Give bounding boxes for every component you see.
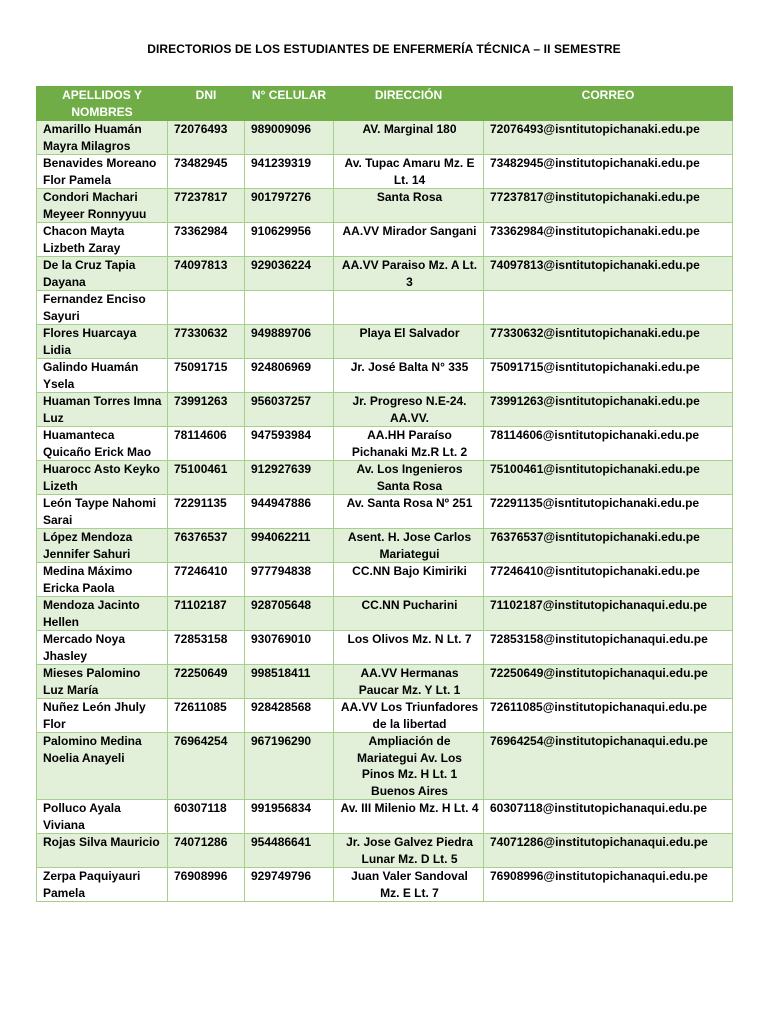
cell-direccion: CC.NN Pucharini xyxy=(334,597,484,631)
cell-direccion xyxy=(334,291,484,325)
cell-dni: 73991263 xyxy=(168,393,245,427)
table-row xyxy=(37,834,733,868)
cell-dni: 78114606 xyxy=(168,427,245,461)
table-header-row xyxy=(37,87,733,121)
cell-correo: 72291135@isntitutopichanaki.edu.pe xyxy=(484,495,733,529)
cell-correo: 76964254@institutopichanaqui.edu.pe xyxy=(484,733,733,800)
table-row xyxy=(37,121,733,155)
cell-celular: 944947886 xyxy=(245,495,334,529)
cell-name: Mieses Palomino Luz María xyxy=(37,665,168,699)
cell-name: Amarillo Huamán Mayra Milagros xyxy=(37,121,168,155)
cell-name: Mercado Noya Jhasley xyxy=(37,631,168,665)
table-row xyxy=(37,529,733,563)
cell-celular: 901797276 xyxy=(245,189,334,223)
cell-celular: 994062211 xyxy=(245,529,334,563)
table-row xyxy=(37,495,733,529)
cell-dni: 72853158 xyxy=(168,631,245,665)
cell-name: Benavides Moreano Flor Pamela xyxy=(37,155,168,189)
cell-celular: 954486641 xyxy=(245,834,334,868)
cell-dni: 77330632 xyxy=(168,325,245,359)
header-correo: CORREO xyxy=(484,87,733,121)
cell-celular: 947593984 xyxy=(245,427,334,461)
table-row xyxy=(37,733,733,800)
cell-dni: 73482945 xyxy=(168,155,245,189)
student-directory-table xyxy=(36,86,733,902)
header-name: APELLIDOS Y NOMBRES xyxy=(37,87,168,121)
table-row xyxy=(37,427,733,461)
cell-direccion: AV. Marginal 180 xyxy=(334,121,484,155)
cell-dni: 76376537 xyxy=(168,529,245,563)
table-row xyxy=(37,223,733,257)
cell-correo: 71102187@institutopichanaqui.edu.pe xyxy=(484,597,733,631)
cell-celular: 912927639 xyxy=(245,461,334,495)
table-row xyxy=(37,665,733,699)
cell-celular: 967196290 xyxy=(245,733,334,800)
cell-dni: 72611085 xyxy=(168,699,245,733)
page-title: DIRECTORIOS DE LOS ESTUDIANTES DE ENFERMERÍA TÉCNICA – II SEMESTRE xyxy=(147,42,621,56)
cell-correo: 72853158@institutopichanaqui.edu.pe xyxy=(484,631,733,665)
cell-direccion: Jr. José Balta N° 335 xyxy=(334,359,484,393)
cell-direccion: Los Olivos Mz. N Lt. 7 xyxy=(334,631,484,665)
cell-name: Flores Huarcaya Lidia xyxy=(37,325,168,359)
cell-correo: 75100461@isntitutopichanaki.edu.pe xyxy=(484,461,733,495)
cell-celular: 977794838 xyxy=(245,563,334,597)
cell-dni: 72291135 xyxy=(168,495,245,529)
cell-name: Huamanteca Quicaño Erick Mao xyxy=(37,427,168,461)
table-row xyxy=(37,393,733,427)
cell-celular: 998518411 xyxy=(245,665,334,699)
cell-name: Palomino Medina Noelia Anayeli xyxy=(37,733,168,800)
cell-name: López Mendoza Jennifer Sahuri xyxy=(37,529,168,563)
cell-correo: 73362984@institutopichanaki.edu.pe xyxy=(484,223,733,257)
cell-correo: 60307118@institutopichanaqui.edu.pe xyxy=(484,800,733,834)
cell-direccion: Jr. Progreso N.E-24. AA.VV. xyxy=(334,393,484,427)
table-row xyxy=(37,631,733,665)
cell-name: León Taype Nahomi Sarai xyxy=(37,495,168,529)
cell-direccion: Ampliación de Mariategui Av. Los Pinos Mz. H Lt. 1 Buenos Aires xyxy=(334,733,484,800)
cell-correo: 74097813@isntitutopichanaki.edu.pe xyxy=(484,257,733,291)
cell-correo: 72076493@isntitutopichanaki.edu.pe xyxy=(484,121,733,155)
cell-direccion: Asent. H. Jose Carlos Mariategui xyxy=(334,529,484,563)
cell-celular: 910629956 xyxy=(245,223,334,257)
cell-direccion: AA.VV Paraiso Mz. A Lt. 3 xyxy=(334,257,484,291)
table-row xyxy=(37,597,733,631)
cell-correo: 77330632@isntitutopichanaki.edu.pe xyxy=(484,325,733,359)
cell-name: Huaman Torres Imna Luz xyxy=(37,393,168,427)
cell-correo: 72611085@institutopichanaqui.edu.pe xyxy=(484,699,733,733)
cell-name: Galindo Huamán Ysela xyxy=(37,359,168,393)
cell-correo: 77246410@isntitutopichanaki.edu.pe xyxy=(484,563,733,597)
cell-dni: 74097813 xyxy=(168,257,245,291)
cell-direccion: AA.VV Hermanas Paucar Mz. Y Lt. 1 xyxy=(334,665,484,699)
table-row xyxy=(37,291,733,325)
cell-correo: 73991263@isntitutopichanaki.edu.pe xyxy=(484,393,733,427)
cell-name: Nuñez León Jhuly Flor xyxy=(37,699,168,733)
cell-celular: 941239319 xyxy=(245,155,334,189)
cell-correo xyxy=(484,291,733,325)
cell-correo: 73482945@institutopichanaki.edu.pe xyxy=(484,155,733,189)
cell-name: Zerpa Paquiyauri Pamela xyxy=(37,868,168,902)
cell-direccion: AA.VV Mirador Sangani xyxy=(334,223,484,257)
cell-name: Condori Machari Meyeer Ronnyyuu xyxy=(37,189,168,223)
cell-dni xyxy=(168,291,245,325)
table-row xyxy=(37,563,733,597)
cell-name: Medina Máximo Ericka Paola xyxy=(37,563,168,597)
header-celular: N° CELULAR xyxy=(245,87,334,121)
cell-celular: 929749796 xyxy=(245,868,334,902)
table-row xyxy=(37,155,733,189)
cell-dni: 76964254 xyxy=(168,733,245,800)
table-row xyxy=(37,325,733,359)
table-row xyxy=(37,461,733,495)
cell-celular xyxy=(245,291,334,325)
cell-correo: 76908996@institutopichanaqui.edu.pe xyxy=(484,868,733,902)
cell-correo: 72250649@institutopichanaqui.edu.pe xyxy=(484,665,733,699)
cell-celular: 928705648 xyxy=(245,597,334,631)
cell-celular: 989009096 xyxy=(245,121,334,155)
cell-direccion: Av. Santa Rosa Nº 251 xyxy=(334,495,484,529)
cell-dni: 72250649 xyxy=(168,665,245,699)
cell-dni: 71102187 xyxy=(168,597,245,631)
cell-direccion: Av. Tupac Amaru Mz. E Lt. 14 xyxy=(334,155,484,189)
cell-name: Polluco Ayala Viviana xyxy=(37,800,168,834)
cell-dni: 75091715 xyxy=(168,359,245,393)
cell-celular: 956037257 xyxy=(245,393,334,427)
cell-correo: 77237817@institutopichanaki.edu.pe xyxy=(484,189,733,223)
cell-direccion: Playa El Salvador xyxy=(334,325,484,359)
cell-name: Fernandez Enciso Sayuri xyxy=(37,291,168,325)
cell-name: Huarocc Asto Keyko Lizeth xyxy=(37,461,168,495)
cell-direccion: Av. Los Ingenieros Santa Rosa xyxy=(334,461,484,495)
cell-celular: 930769010 xyxy=(245,631,334,665)
cell-name: Rojas Silva Mauricio xyxy=(37,834,168,868)
cell-dni: 73362984 xyxy=(168,223,245,257)
cell-celular: 929036224 xyxy=(245,257,334,291)
cell-direccion: CC.NN Bajo Kimiriki xyxy=(334,563,484,597)
cell-dni: 74071286 xyxy=(168,834,245,868)
cell-name: De la Cruz Tapia Dayana xyxy=(37,257,168,291)
cell-celular: 928428568 xyxy=(245,699,334,733)
table-row xyxy=(37,800,733,834)
cell-dni: 77246410 xyxy=(168,563,245,597)
table-row xyxy=(37,257,733,291)
cell-correo: 76376537@isntitutopichanaki.edu.pe xyxy=(484,529,733,563)
cell-direccion: Av. III Milenio Mz. H Lt. 4 xyxy=(334,800,484,834)
cell-direccion: Jr. Jose Galvez Piedra Lunar Mz. D Lt. 5 xyxy=(334,834,484,868)
table-row xyxy=(37,189,733,223)
cell-name: Chacon Mayta Lizbeth Zaray xyxy=(37,223,168,257)
cell-correo: 74071286@institutopichanaqui.edu.pe xyxy=(484,834,733,868)
cell-direccion: Juan Valer Sandoval Mz. E Lt. 7 xyxy=(334,868,484,902)
table-row xyxy=(37,699,733,733)
cell-direccion: Santa Rosa xyxy=(334,189,484,223)
cell-direccion: AA.HH Paraíso Pichanaki Mz.R Lt. 2 xyxy=(334,427,484,461)
cell-name: Mendoza Jacinto Hellen xyxy=(37,597,168,631)
cell-celular: 949889706 xyxy=(245,325,334,359)
header-dni: DNI xyxy=(168,87,245,121)
cell-dni: 72076493 xyxy=(168,121,245,155)
cell-celular: 991956834 xyxy=(245,800,334,834)
cell-dni: 77237817 xyxy=(168,189,245,223)
cell-dni: 60307118 xyxy=(168,800,245,834)
table-row xyxy=(37,868,733,902)
cell-direccion: AA.VV Los Triunfadores de la libertad xyxy=(334,699,484,733)
table-row xyxy=(37,359,733,393)
cell-celular: 924806969 xyxy=(245,359,334,393)
cell-correo: 75091715@isntitutopichanaki.edu.pe xyxy=(484,359,733,393)
header-direccion: DIRECCIÓN xyxy=(334,87,484,121)
cell-dni: 75100461 xyxy=(168,461,245,495)
table-body xyxy=(37,121,733,902)
cell-correo: 78114606@isntitutopichanaki.edu.pe xyxy=(484,427,733,461)
cell-dni: 76908996 xyxy=(168,868,245,902)
